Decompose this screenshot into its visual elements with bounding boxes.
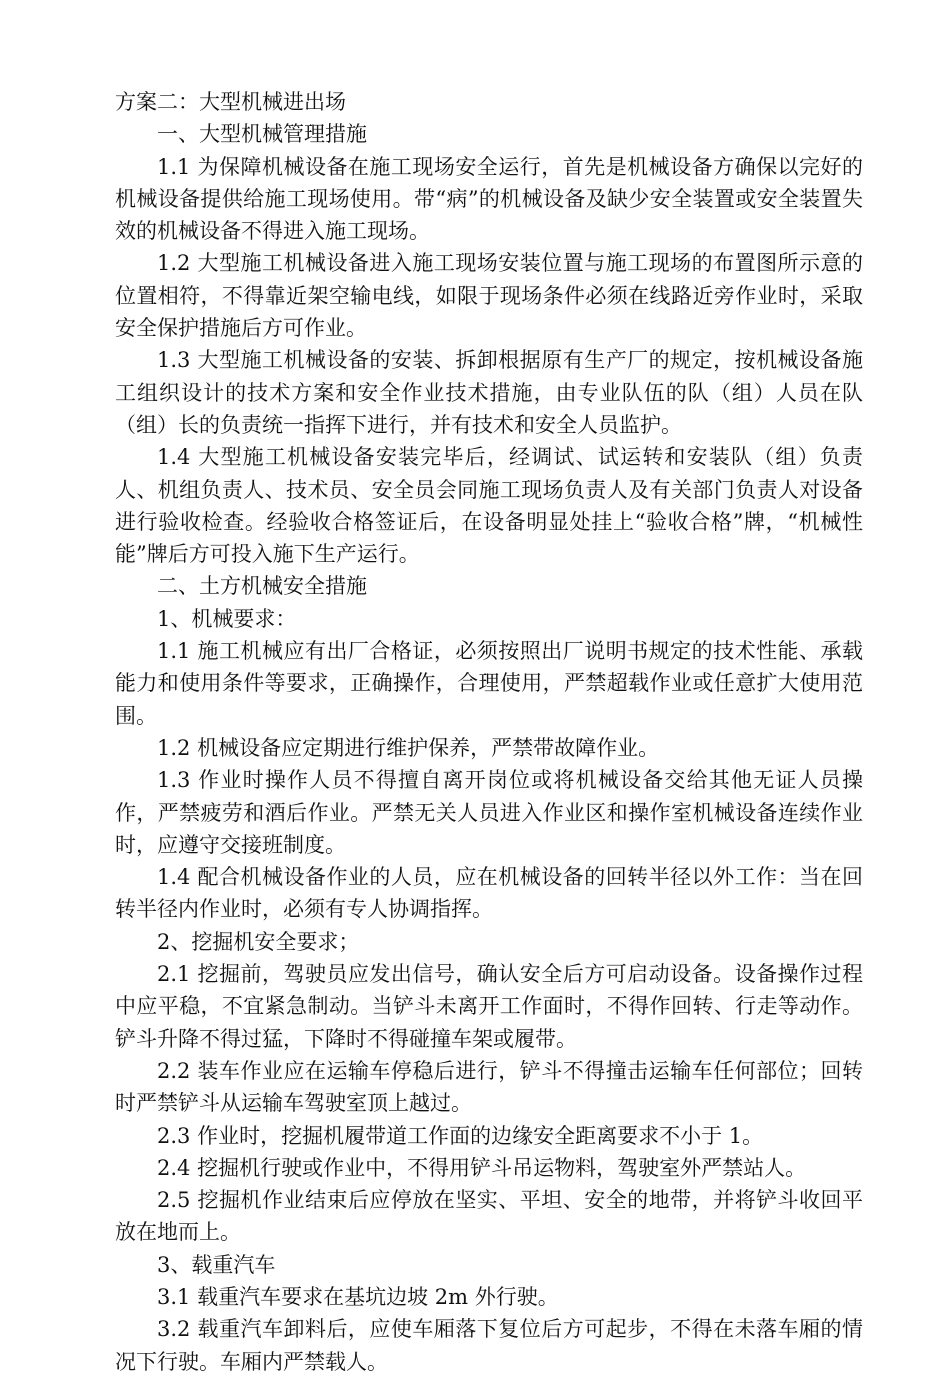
paragraph-machine-1-1: 1.1 施工机械应有出厂合格证，必须按照出厂说明书规定的技术性能、承载能力和使用条件等要求，正确操作，合理使用，严禁超载作业或任意扩大使用范围。 xyxy=(115,639,863,728)
subsection-heading-excavator: 2、挖掘机安全要求； xyxy=(157,929,360,954)
document-title: 方案二：大型机械进出场 xyxy=(115,90,346,114)
subsection-heading-truck: 3、载重汽车 xyxy=(157,1252,276,1277)
paragraph-1-4: 1.4 大型施工机械设备安装完毕后，经调试、试运转和安装队（组）负责人、机组负责人、技术员、安全员会同施工现场负责人及有关部门负责人对设备进行验收检查。经验收合格签证后，在设备明显处挂上“验收合格”牌，“机械性能”牌后方可投入施下生产运行。 xyxy=(115,445,863,567)
paragraph-excavator-2-5: 2.5 挖掘机作业结束后应停放在坚实、平坦、安全的地带，并将铲斗收回平放在地而上。 xyxy=(115,1188,863,1245)
subsection-heading-machine-requirements: 1、机械要求： xyxy=(157,606,297,631)
paragraph-1-3: 1.3 大型施工机械设备的安装、拆卸根据原有生产厂的规定，按机械设备施工组织设计的技术方案和安全作业技术措施，由专业队伍的队（组）人员在队（组）长的负责统一指挥下进行，并有技术和安全人员监护。 xyxy=(115,348,863,437)
paragraph-excavator-2-1: 2.1 挖掘前，驾驶员应发出信号，确认安全后方可启动设备。设备操作过程中应平稳，不宜紧急制动。当铲斗未离开工作面时，不得作回转、行走等动作。铲斗升降不得过猛，下降时不得碰撞车架或履带。 xyxy=(115,962,863,1051)
paragraph-excavator-2-4: 2.4 挖掘机行驶或作业中，不得用铲斗吊运物料，驾驶室外严禁站人。 xyxy=(157,1155,807,1180)
paragraph-machine-1-2: 1.2 机械设备应定期进行维护保养，严禁带故障作业。 xyxy=(157,735,660,760)
paragraph-1-2: 1.2 大型施工机械设备进入施工现场安装位置与施工现场的布置图所示意的位置相符，不得靠近架空输电线，如限于现场条件必须在线路近旁作业时，采取安全保护措施后方可作业。 xyxy=(115,251,863,341)
paragraph-truck-3-1: 3.1 载重汽车要求在基坑边坡 2m 外行驶。 xyxy=(157,1284,559,1309)
paragraph-excavator-2-3: 2.3 作业时，挖掘机履带道工作面的边缘安全距离要求不小于 1。 xyxy=(157,1123,764,1148)
document-page xyxy=(115,86,863,1378)
paragraph-excavator-2-2: 2.2 装车作业应在运输车停稳后进行，铲斗不得撞击运输车任何部位；回转时严禁铲斗从运输车驾驶室顶上越过。 xyxy=(115,1058,863,1116)
paragraph-machine-1-3: 1.3 作业时操作人员不得擅自离开岗位或将机械设备交给其他无证人员操作，严禁疲劳和酒后作业。严禁无关人员进入作业区和操作室机械设备连续作业时，应遵守交接班制度。 xyxy=(115,768,863,857)
paragraph-machine-1-4: 1.4 配合机械设备作业的人员，应在机械设备的回转半径以外工作：当在回转半径内作业时，必须有专人协调指挥。 xyxy=(115,865,863,922)
paragraph-truck-3-2: 3.2 载重汽车卸料后，应使车厢落下复位后方可起步，不得在未落车厢的情况下行驶。车厢内严禁载人。 xyxy=(115,1317,863,1374)
section-heading-2: 二、土方机械安全措施 xyxy=(157,574,367,599)
paragraph-1-1: 1.1 为保障机械设备在施工现场安全运行，首先是机械设备方确保以完好的机械设备提供给施工现场使用。带“病”的机械设备及缺少安全装置或安全装置失效的机械设备不得进入施工现场。 xyxy=(115,154,863,244)
section-heading-1: 一、大型机械管理措施 xyxy=(157,122,367,147)
